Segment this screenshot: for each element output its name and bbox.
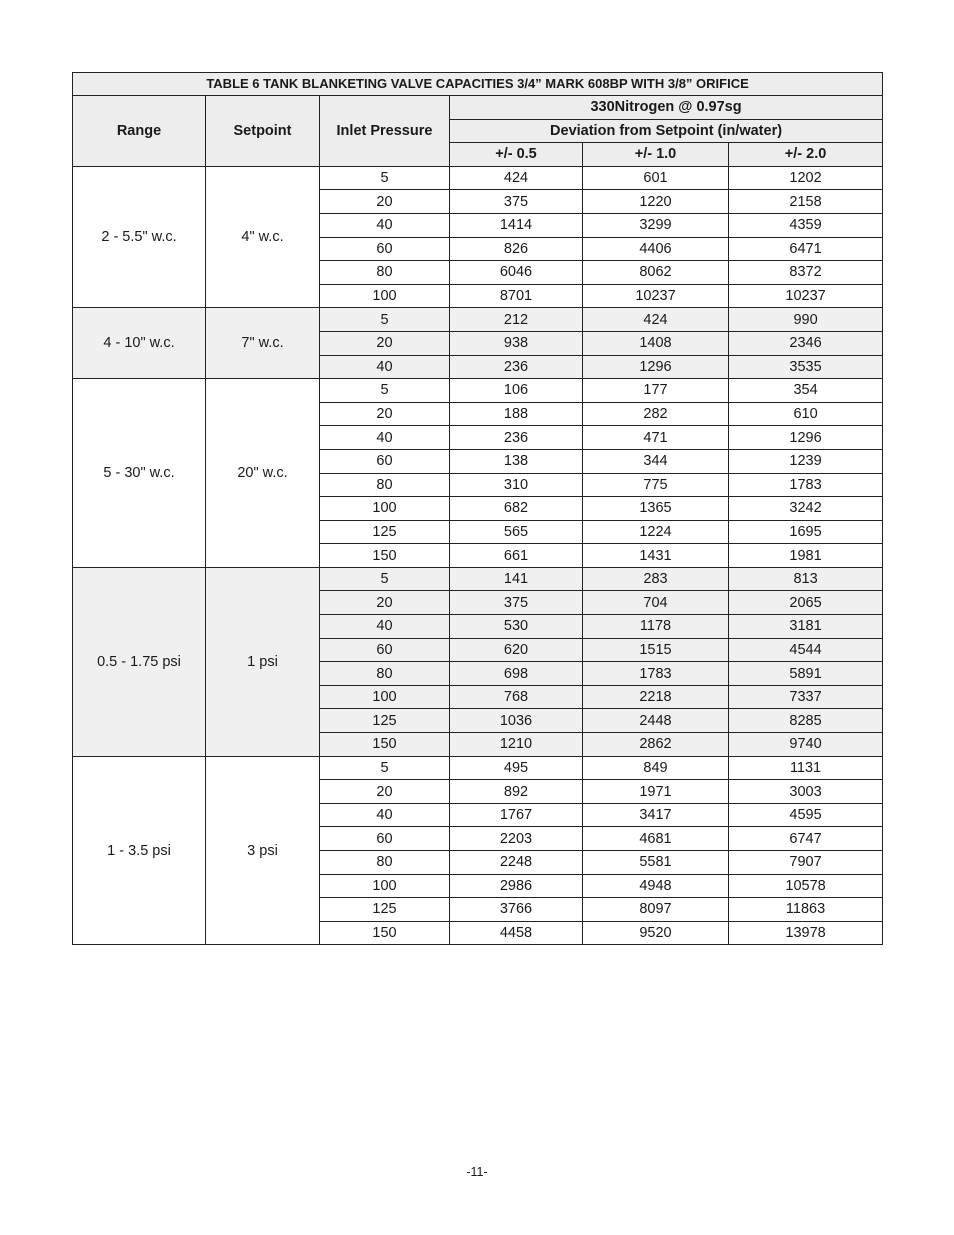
- header-dev-1-0: +/- 1.0: [583, 143, 729, 167]
- dev-0-5-cell: 236: [450, 426, 583, 450]
- inlet-pressure-cell: 60: [320, 237, 450, 261]
- dev-2-0-cell: 6747: [729, 827, 883, 851]
- dev-2-0-cell: 8372: [729, 261, 883, 285]
- dev-1-0-cell: 1515: [583, 638, 729, 662]
- dev-2-0-cell: 2158: [729, 190, 883, 214]
- dev-0-5-cell: 106: [450, 379, 583, 403]
- inlet-pressure-cell: 60: [320, 449, 450, 473]
- dev-0-5-cell: 212: [450, 308, 583, 332]
- inlet-pressure-cell: 80: [320, 851, 450, 875]
- dev-1-0-cell: 8062: [583, 261, 729, 285]
- table-row: [73, 567, 883, 591]
- inlet-pressure-cell: 150: [320, 733, 450, 757]
- dev-1-0-cell: 601: [583, 166, 729, 190]
- dev-2-0-cell: 813: [729, 567, 883, 591]
- dev-1-0-cell: 1408: [583, 331, 729, 355]
- dev-1-0-cell: 704: [583, 591, 729, 615]
- dev-0-5-cell: 1414: [450, 213, 583, 237]
- dev-2-0-cell: 1783: [729, 473, 883, 497]
- inlet-pressure-cell: 40: [320, 355, 450, 379]
- dev-2-0-cell: 3242: [729, 497, 883, 521]
- dev-0-5-cell: 3766: [450, 898, 583, 922]
- dev-1-0-cell: 1296: [583, 355, 729, 379]
- dev-0-5-cell: 530: [450, 615, 583, 639]
- inlet-pressure-cell: 100: [320, 497, 450, 521]
- dev-1-0-cell: 424: [583, 308, 729, 332]
- table-row: [73, 308, 883, 332]
- setpoint-cell: 20" w.c.: [206, 379, 320, 568]
- dev-1-0-cell: 1178: [583, 615, 729, 639]
- dev-1-0-cell: 5581: [583, 851, 729, 875]
- inlet-pressure-cell: 40: [320, 213, 450, 237]
- dev-2-0-cell: 4544: [729, 638, 883, 662]
- inlet-pressure-cell: 125: [320, 898, 450, 922]
- dev-2-0-cell: 2346: [729, 331, 883, 355]
- dev-2-0-cell: 1695: [729, 520, 883, 544]
- dev-1-0-cell: 282: [583, 402, 729, 426]
- inlet-pressure-cell: 150: [320, 544, 450, 568]
- inlet-pressure-cell: 5: [320, 379, 450, 403]
- dev-0-5-cell: 138: [450, 449, 583, 473]
- dev-0-5-cell: 2248: [450, 851, 583, 875]
- dev-0-5-cell: 1210: [450, 733, 583, 757]
- inlet-pressure-cell: 5: [320, 567, 450, 591]
- dev-0-5-cell: 2986: [450, 874, 583, 898]
- inlet-pressure-cell: 20: [320, 402, 450, 426]
- dev-1-0-cell: 8097: [583, 898, 729, 922]
- dev-0-5-cell: 768: [450, 685, 583, 709]
- dev-1-0-cell: 471: [583, 426, 729, 450]
- dev-0-5-cell: 698: [450, 662, 583, 686]
- dev-1-0-cell: 1783: [583, 662, 729, 686]
- table-header: [73, 73, 883, 167]
- dev-1-0-cell: 2218: [583, 685, 729, 709]
- dev-0-5-cell: 310: [450, 473, 583, 497]
- table-row: [73, 379, 883, 403]
- inlet-pressure-cell: 5: [320, 756, 450, 780]
- table-body: [73, 166, 883, 945]
- inlet-pressure-cell: 80: [320, 473, 450, 497]
- dev-2-0-cell: 13978: [729, 921, 883, 945]
- setpoint-cell: 4" w.c.: [206, 166, 320, 308]
- dev-0-5-cell: 620: [450, 638, 583, 662]
- range-cell: 4 - 10" w.c.: [73, 308, 206, 379]
- dev-1-0-cell: 1224: [583, 520, 729, 544]
- table-title: TABLE 6 TANK BLANKETING VALVE CAPACITIES 3/4” MARK 608BP WITH 3/8” ORIFICE: [73, 73, 883, 96]
- dev-2-0-cell: 1981: [729, 544, 883, 568]
- inlet-pressure-cell: 60: [320, 827, 450, 851]
- dev-1-0-cell: 3417: [583, 803, 729, 827]
- dev-0-5-cell: 826: [450, 237, 583, 261]
- dev-0-5-cell: 188: [450, 402, 583, 426]
- dev-1-0-cell: 1431: [583, 544, 729, 568]
- dev-1-0-cell: 9520: [583, 921, 729, 945]
- inlet-pressure-cell: 20: [320, 331, 450, 355]
- header-dev-0-5: +/- 0.5: [450, 143, 583, 167]
- dev-2-0-cell: 5891: [729, 662, 883, 686]
- inlet-pressure-cell: 80: [320, 261, 450, 285]
- range-cell: 5 - 30" w.c.: [73, 379, 206, 568]
- page-number: -11-: [466, 1165, 488, 1179]
- dev-2-0-cell: 610: [729, 402, 883, 426]
- dev-2-0-cell: 10578: [729, 874, 883, 898]
- dev-0-5-cell: 375: [450, 190, 583, 214]
- dev-2-0-cell: 4359: [729, 213, 883, 237]
- inlet-pressure-cell: 5: [320, 308, 450, 332]
- dev-1-0-cell: 10237: [583, 284, 729, 308]
- dev-0-5-cell: 424: [450, 166, 583, 190]
- dev-0-5-cell: 375: [450, 591, 583, 615]
- dev-1-0-cell: 2862: [583, 733, 729, 757]
- dev-2-0-cell: 9740: [729, 733, 883, 757]
- inlet-pressure-cell: 100: [320, 284, 450, 308]
- header-range: Range: [73, 96, 206, 167]
- inlet-pressure-cell: 150: [320, 921, 450, 945]
- dev-1-0-cell: 1365: [583, 497, 729, 521]
- dev-2-0-cell: 354: [729, 379, 883, 403]
- inlet-pressure-cell: 40: [320, 426, 450, 450]
- dev-1-0-cell: 2448: [583, 709, 729, 733]
- dev-2-0-cell: 8285: [729, 709, 883, 733]
- dev-0-5-cell: 2203: [450, 827, 583, 851]
- inlet-pressure-cell: 20: [320, 190, 450, 214]
- dev-1-0-cell: 177: [583, 379, 729, 403]
- dev-2-0-cell: 1239: [729, 449, 883, 473]
- dev-1-0-cell: 4406: [583, 237, 729, 261]
- dev-1-0-cell: 344: [583, 449, 729, 473]
- inlet-pressure-cell: 5: [320, 166, 450, 190]
- dev-2-0-cell: 3003: [729, 780, 883, 804]
- dev-2-0-cell: 10237: [729, 284, 883, 308]
- dev-2-0-cell: 7907: [729, 851, 883, 875]
- inlet-pressure-cell: 125: [320, 520, 450, 544]
- dev-2-0-cell: 1296: [729, 426, 883, 450]
- dev-0-5-cell: 892: [450, 780, 583, 804]
- dev-1-0-cell: 3299: [583, 213, 729, 237]
- inlet-pressure-cell: 100: [320, 685, 450, 709]
- dev-1-0-cell: 4948: [583, 874, 729, 898]
- dev-1-0-cell: 283: [583, 567, 729, 591]
- capacity-table: [72, 72, 883, 945]
- range-cell: 2 - 5.5" w.c.: [73, 166, 206, 308]
- dev-2-0-cell: 3535: [729, 355, 883, 379]
- table-row: [73, 756, 883, 780]
- dev-2-0-cell: 1131: [729, 756, 883, 780]
- dev-0-5-cell: 565: [450, 520, 583, 544]
- dev-0-5-cell: 938: [450, 331, 583, 355]
- dev-0-5-cell: 661: [450, 544, 583, 568]
- dev-2-0-cell: 7337: [729, 685, 883, 709]
- dev-0-5-cell: 236: [450, 355, 583, 379]
- inlet-pressure-cell: 80: [320, 662, 450, 686]
- inlet-pressure-cell: 40: [320, 803, 450, 827]
- header-dev-2-0: +/- 2.0: [729, 143, 883, 167]
- dev-1-0-cell: 775: [583, 473, 729, 497]
- dev-2-0-cell: 4595: [729, 803, 883, 827]
- dev-2-0-cell: 11863: [729, 898, 883, 922]
- dev-0-5-cell: 495: [450, 756, 583, 780]
- dev-0-5-cell: 4458: [450, 921, 583, 945]
- dev-1-0-cell: 849: [583, 756, 729, 780]
- inlet-pressure-cell: 60: [320, 638, 450, 662]
- inlet-pressure-cell: 100: [320, 874, 450, 898]
- inlet-pressure-cell: 20: [320, 780, 450, 804]
- dev-0-5-cell: 8701: [450, 284, 583, 308]
- setpoint-cell: 1 psi: [206, 567, 320, 756]
- inlet-pressure-cell: 20: [320, 591, 450, 615]
- header-gas: 330Nitrogen @ 0.97sg: [450, 96, 883, 120]
- dev-2-0-cell: 990: [729, 308, 883, 332]
- dev-2-0-cell: 2065: [729, 591, 883, 615]
- dev-2-0-cell: 1202: [729, 166, 883, 190]
- range-cell: 0.5 - 1.75 psi: [73, 567, 206, 756]
- setpoint-cell: 3 psi: [206, 756, 320, 945]
- inlet-pressure-cell: 125: [320, 709, 450, 733]
- setpoint-cell: 7" w.c.: [206, 308, 320, 379]
- dev-0-5-cell: 1036: [450, 709, 583, 733]
- header-setpoint: Setpoint: [206, 96, 320, 167]
- dev-0-5-cell: 1767: [450, 803, 583, 827]
- dev-0-5-cell: 141: [450, 567, 583, 591]
- header-inlet-pressure: Inlet Pressure: [320, 96, 450, 167]
- dev-0-5-cell: 6046: [450, 261, 583, 285]
- dev-1-0-cell: 1220: [583, 190, 729, 214]
- inlet-pressure-cell: 40: [320, 615, 450, 639]
- range-cell: 1 - 3.5 psi: [73, 756, 206, 945]
- table-row: [73, 166, 883, 190]
- dev-1-0-cell: 4681: [583, 827, 729, 851]
- dev-0-5-cell: 682: [450, 497, 583, 521]
- header-deviation: Deviation from Setpoint (in/water): [450, 119, 883, 143]
- dev-2-0-cell: 6471: [729, 237, 883, 261]
- dev-2-0-cell: 3181: [729, 615, 883, 639]
- dev-1-0-cell: 1971: [583, 780, 729, 804]
